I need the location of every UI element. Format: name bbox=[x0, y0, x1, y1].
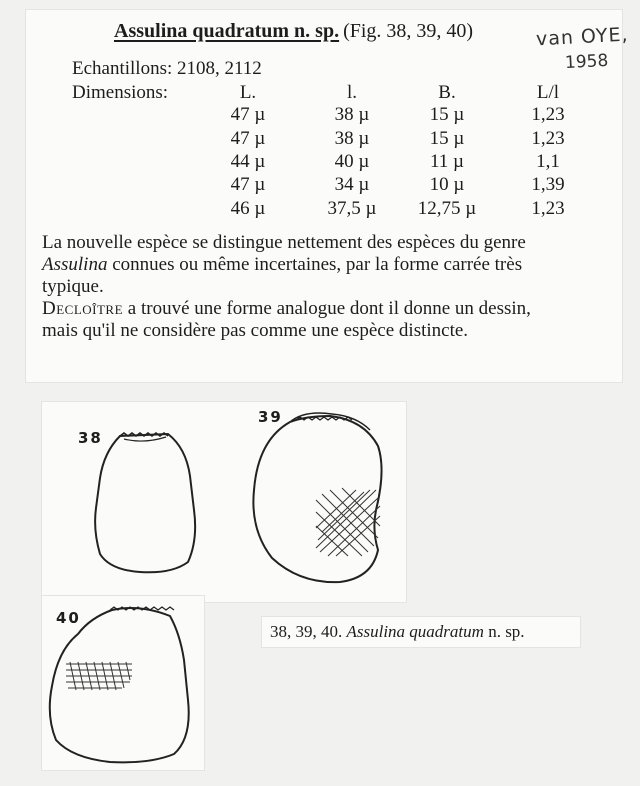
figure-39-shell-pattern bbox=[316, 488, 380, 556]
paragraph-line: La nouvelle espèce se distingue nettement des espèces du genre bbox=[42, 232, 526, 253]
table-cell: 1,23 bbox=[531, 198, 565, 219]
figure-38-label: 38 bbox=[78, 429, 103, 447]
figure-38-drawing bbox=[95, 433, 195, 572]
paragraph-line: typique. bbox=[42, 276, 104, 297]
caption-species: Assulina quadratum bbox=[346, 622, 484, 641]
table-cell: 1,23 bbox=[531, 104, 565, 125]
table-cell: 46 µ bbox=[230, 198, 266, 219]
table-cell: 38 µ bbox=[334, 128, 370, 149]
table-cell: 1,23 bbox=[531, 128, 565, 149]
table-cell: 15 µ bbox=[429, 104, 465, 125]
figure-40-shell-pattern bbox=[66, 662, 132, 690]
table-cell: 15 µ bbox=[429, 128, 465, 149]
table-header-L: L. bbox=[239, 82, 257, 103]
table-cell: 47 µ bbox=[230, 128, 266, 149]
figure-caption bbox=[270, 622, 525, 642]
table-cell: 1,1 bbox=[536, 151, 560, 172]
table-cell: 11 µ bbox=[430, 151, 464, 172]
figure-reference: (Fig. 38, 39, 40) bbox=[343, 20, 474, 42]
dimensions-label: Dimensions: bbox=[72, 82, 169, 103]
table-cell: 1,39 bbox=[531, 174, 565, 195]
table-cell: 40 µ bbox=[334, 151, 370, 172]
handwritten-year-note: 1958 bbox=[564, 50, 609, 74]
paragraph-line: mais qu'il ne considère pas comme une espèce distincte. bbox=[42, 320, 469, 341]
figure-40-label: 40 bbox=[56, 609, 81, 627]
figure-40-drawing bbox=[50, 607, 189, 762]
author-name: Decloître bbox=[42, 298, 124, 319]
table-cell: 47 µ bbox=[230, 174, 266, 195]
genus-name: Assulina bbox=[42, 254, 108, 275]
table-cell: 12,75 µ bbox=[417, 198, 477, 219]
figure-39-label: 39 bbox=[258, 408, 283, 426]
paragraph-text: connues ou même incertaines, par la forme carrée très bbox=[107, 254, 523, 275]
samples-line: Echantillons: 2108, 2112 bbox=[72, 58, 262, 79]
table-cell: 34 µ bbox=[334, 174, 370, 195]
handwritten-author-note: van OYE, bbox=[535, 23, 630, 51]
caption-numbers: 38, 39, 40. bbox=[270, 622, 343, 641]
table-cell: 44 µ bbox=[230, 151, 266, 172]
table-header-ratio: L/l bbox=[536, 82, 560, 103]
table-cell: 10 µ bbox=[429, 174, 465, 195]
table-header-B: B. bbox=[438, 82, 456, 103]
table-cell: 38 µ bbox=[334, 104, 370, 125]
caption-suffix: n. sp. bbox=[483, 622, 525, 641]
paragraph-text: a trouvé une forme analogue dont il donne un dessin, bbox=[123, 298, 531, 319]
table-cell: 47 µ bbox=[230, 104, 266, 125]
table-cell: 37,5 µ bbox=[327, 198, 377, 219]
table-header-l: l. bbox=[346, 82, 358, 103]
species-name: Assulina quadratum n. sp. bbox=[114, 20, 340, 42]
